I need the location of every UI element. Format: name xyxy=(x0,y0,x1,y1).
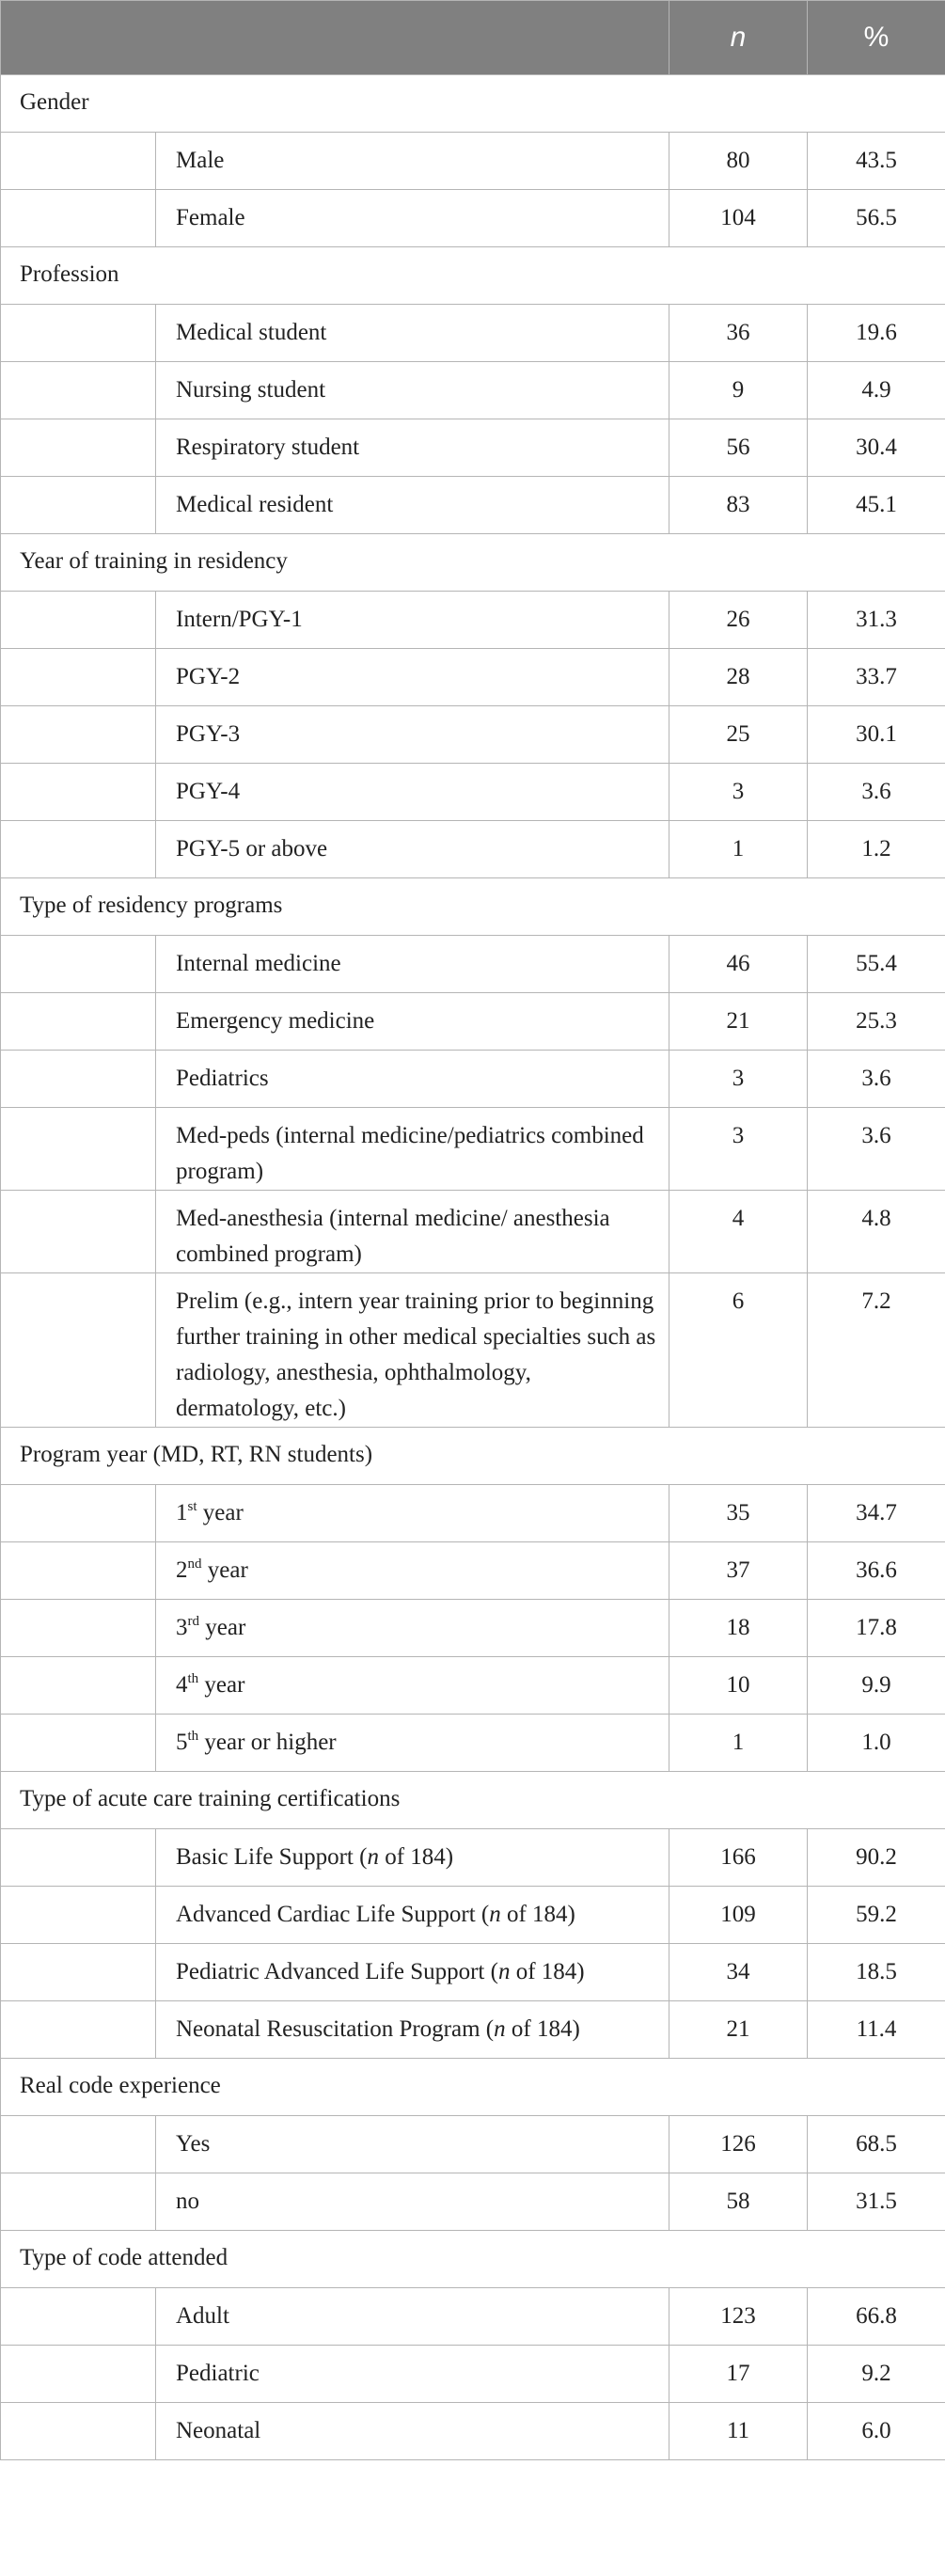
row-percent: 1.0 xyxy=(808,1715,945,1772)
row-n: 56 xyxy=(669,419,808,477)
row-percent: 33.7 xyxy=(808,649,945,706)
row-n: 34 xyxy=(669,1944,808,2001)
row-label xyxy=(156,1542,669,1600)
indent-cell xyxy=(1,1191,156,1273)
indent-cell xyxy=(1,1485,156,1542)
indent-cell xyxy=(1,2288,156,2346)
ordinal-text: year xyxy=(201,1557,248,1583)
row-percent: 3.6 xyxy=(808,764,945,821)
ordinal-number: 4 xyxy=(176,1672,188,1698)
header-n: n xyxy=(669,1,808,75)
row-percent: 19.6 xyxy=(808,305,945,362)
table-row xyxy=(1,2288,945,2346)
row-label: Adult xyxy=(156,2288,669,2346)
indent-cell xyxy=(1,2403,156,2460)
row-n: 3 xyxy=(669,1108,808,1191)
label-suffix: of 184) xyxy=(500,1902,575,1927)
indent-cell xyxy=(1,2001,156,2059)
label-text: Advanced Cardiac Life Support ( xyxy=(176,1902,490,1927)
table-row xyxy=(1,2346,945,2403)
label-text: Basic Life Support ( xyxy=(176,1844,368,1870)
section-title: Type of acute care training certifications xyxy=(1,1772,945,1829)
header-label-cell xyxy=(1,1,669,75)
row-n: 166 xyxy=(669,1829,808,1887)
row-n: 58 xyxy=(669,2173,808,2231)
header-row xyxy=(1,1,945,75)
table-row xyxy=(1,1108,945,1191)
table-row xyxy=(1,1715,945,1772)
row-percent: 3.6 xyxy=(808,1051,945,1108)
table-row xyxy=(1,1273,945,1428)
ordinal-number: 3 xyxy=(176,1615,188,1640)
table-row xyxy=(1,764,945,821)
section-row xyxy=(1,2231,945,2288)
label-suffix: of 184) xyxy=(505,2016,580,2042)
row-percent: 30.1 xyxy=(808,706,945,764)
row-percent: 36.6 xyxy=(808,1542,945,1600)
row-n: 109 xyxy=(669,1887,808,1944)
row-n: 126 xyxy=(669,2116,808,2173)
row-percent: 59.2 xyxy=(808,1887,945,1944)
indent-cell xyxy=(1,1944,156,2001)
section-row xyxy=(1,878,945,936)
indent-cell xyxy=(1,936,156,993)
row-percent: 31.3 xyxy=(808,592,945,649)
row-n: 1 xyxy=(669,1715,808,1772)
row-label: Medical student xyxy=(156,305,669,362)
row-percent: 25.3 xyxy=(808,993,945,1051)
ordinal-suffix: rd xyxy=(187,1614,199,1629)
row-percent: 55.4 xyxy=(808,936,945,993)
ordinal-number: 2 xyxy=(176,1557,188,1583)
section-row xyxy=(1,247,945,305)
table-row xyxy=(1,362,945,419)
row-n: 9 xyxy=(669,362,808,419)
table-row xyxy=(1,1657,945,1715)
indent-cell xyxy=(1,1108,156,1191)
ordinal-text: year xyxy=(199,1615,246,1640)
row-percent: 68.5 xyxy=(808,2116,945,2173)
row-percent: 30.4 xyxy=(808,419,945,477)
row-n: 28 xyxy=(669,649,808,706)
label-suffix: of 184) xyxy=(510,1959,585,1984)
row-percent: 3.6 xyxy=(808,1108,945,1191)
indent-cell xyxy=(1,2116,156,2173)
row-percent: 4.9 xyxy=(808,362,945,419)
ordinal-suffix: st xyxy=(187,1499,197,1514)
row-n: 17 xyxy=(669,2346,808,2403)
row-label xyxy=(156,1485,669,1542)
section-title: Real code experience xyxy=(1,2059,945,2116)
row-percent: 18.5 xyxy=(808,1944,945,2001)
indent-cell xyxy=(1,649,156,706)
indent-cell xyxy=(1,305,156,362)
row-label: Yes xyxy=(156,2116,669,2173)
section-title: Gender xyxy=(1,75,945,133)
row-label: no xyxy=(156,2173,669,2231)
table-row xyxy=(1,1191,945,1273)
row-label xyxy=(156,1944,669,2001)
row-label: Pediatric xyxy=(156,2346,669,2403)
row-percent: 17.8 xyxy=(808,1600,945,1657)
ordinal-suffix: nd xyxy=(187,1557,202,1572)
row-label: PGY-3 xyxy=(156,706,669,764)
row-n: 21 xyxy=(669,993,808,1051)
row-n: 10 xyxy=(669,1657,808,1715)
section-title: Type of residency programs xyxy=(1,878,945,936)
table-row xyxy=(1,2116,945,2173)
n-italic: n xyxy=(497,1959,511,1984)
table-row xyxy=(1,133,945,190)
row-label xyxy=(156,1887,669,1944)
table-row xyxy=(1,592,945,649)
table-row xyxy=(1,993,945,1051)
label-text: Neonatal Resuscitation Program ( xyxy=(176,2016,495,2042)
section-title: Program year (MD, RT, RN students) xyxy=(1,1428,945,1485)
ordinal-number: 5 xyxy=(176,1730,188,1755)
row-label: Internal medicine xyxy=(156,936,669,993)
row-label: Neonatal xyxy=(156,2403,669,2460)
ordinal-text: year xyxy=(197,1500,244,1525)
label-text: Pediatric Advanced Life Support ( xyxy=(176,1959,498,1984)
table-row xyxy=(1,821,945,878)
indent-cell xyxy=(1,1600,156,1657)
section-row xyxy=(1,534,945,592)
indent-cell xyxy=(1,1657,156,1715)
table-row xyxy=(1,190,945,247)
n-italic: n xyxy=(494,2016,506,2042)
row-percent: 7.2 xyxy=(808,1273,945,1428)
table-row xyxy=(1,1944,945,2001)
row-label: Med-anesthesia (internal medicine/ anesthesia combined program) xyxy=(156,1191,669,1273)
table-row xyxy=(1,706,945,764)
section-title: Year of training in residency xyxy=(1,534,945,592)
indent-cell xyxy=(1,190,156,247)
table-row xyxy=(1,1542,945,1600)
row-percent: 31.5 xyxy=(808,2173,945,2231)
indent-cell xyxy=(1,133,156,190)
section-title: Profession xyxy=(1,247,945,305)
n-italic: n xyxy=(367,1844,379,1870)
ordinal-suffix: th xyxy=(187,1671,199,1686)
row-label: Nursing student xyxy=(156,362,669,419)
row-label: Med-peds (internal medicine/pediatrics combined program) xyxy=(156,1108,669,1191)
indent-cell xyxy=(1,993,156,1051)
row-label: PGY-2 xyxy=(156,649,669,706)
indent-cell xyxy=(1,821,156,878)
indent-cell xyxy=(1,1051,156,1108)
indent-cell xyxy=(1,1542,156,1600)
label-suffix: of 184) xyxy=(378,1844,454,1870)
table-row xyxy=(1,2173,945,2231)
row-percent: 9.2 xyxy=(808,2346,945,2403)
row-percent: 1.2 xyxy=(808,821,945,878)
table-row xyxy=(1,1600,945,1657)
section-row xyxy=(1,1428,945,1485)
indent-cell xyxy=(1,1715,156,1772)
table-row xyxy=(1,305,945,362)
indent-cell xyxy=(1,362,156,419)
row-n: 83 xyxy=(669,477,808,534)
row-label: Female xyxy=(156,190,669,247)
row-percent: 11.4 xyxy=(808,2001,945,2059)
row-n: 21 xyxy=(669,2001,808,2059)
row-label: Emergency medicine xyxy=(156,993,669,1051)
indent-cell xyxy=(1,1887,156,1944)
table-row xyxy=(1,1887,945,1944)
table-row xyxy=(1,2403,945,2460)
indent-cell xyxy=(1,419,156,477)
indent-cell xyxy=(1,1273,156,1428)
row-percent: 9.9 xyxy=(808,1657,945,1715)
row-percent: 6.0 xyxy=(808,2403,945,2460)
ordinal-suffix: th xyxy=(187,1729,199,1744)
row-label xyxy=(156,1600,669,1657)
ordinal-number: 1 xyxy=(176,1500,188,1525)
row-n: 26 xyxy=(669,592,808,649)
section-row xyxy=(1,1772,945,1829)
ordinal-text: year or higher xyxy=(198,1730,337,1755)
row-n: 123 xyxy=(669,2288,808,2346)
row-n: 46 xyxy=(669,936,808,993)
row-label: Prelim (e.g., intern year training prior to beginning further training in other medical specialties such as radiology, anesthesia, ophthalmology, dermatology, etc.) xyxy=(156,1273,669,1428)
row-n: 18 xyxy=(669,1600,808,1657)
table-row xyxy=(1,419,945,477)
row-n: 25 xyxy=(669,706,808,764)
table-row xyxy=(1,1829,945,1887)
row-label xyxy=(156,2001,669,2059)
indent-cell xyxy=(1,477,156,534)
indent-cell xyxy=(1,2346,156,2403)
row-label: Male xyxy=(156,133,669,190)
table-row xyxy=(1,1051,945,1108)
row-label: Respiratory student xyxy=(156,419,669,477)
row-percent: 43.5 xyxy=(808,133,945,190)
indent-cell xyxy=(1,592,156,649)
row-percent: 34.7 xyxy=(808,1485,945,1542)
indent-cell xyxy=(1,1829,156,1887)
row-label xyxy=(156,1829,669,1887)
row-percent: 66.8 xyxy=(808,2288,945,2346)
ordinal-text: year xyxy=(198,1672,245,1698)
row-n: 80 xyxy=(669,133,808,190)
row-percent: 56.5 xyxy=(808,190,945,247)
row-n: 3 xyxy=(669,1051,808,1108)
row-label: Intern/PGY-1 xyxy=(156,592,669,649)
row-label: PGY-5 or above xyxy=(156,821,669,878)
row-label: PGY-4 xyxy=(156,764,669,821)
row-n: 11 xyxy=(669,2403,808,2460)
section-title: Type of code attended xyxy=(1,2231,945,2288)
indent-cell xyxy=(1,706,156,764)
row-label xyxy=(156,1715,669,1772)
row-n: 4 xyxy=(669,1191,808,1273)
header-percent: % xyxy=(808,1,945,75)
row-n: 35 xyxy=(669,1485,808,1542)
table-row xyxy=(1,2001,945,2059)
indent-cell xyxy=(1,2173,156,2231)
table-row xyxy=(1,477,945,534)
row-label: Pediatrics xyxy=(156,1051,669,1108)
table-row xyxy=(1,936,945,993)
row-label xyxy=(156,1657,669,1715)
row-n: 6 xyxy=(669,1273,808,1428)
row-n: 37 xyxy=(669,1542,808,1600)
n-italic: n xyxy=(489,1902,501,1927)
row-n: 3 xyxy=(669,764,808,821)
table-row xyxy=(1,649,945,706)
row-n: 36 xyxy=(669,305,808,362)
table-row xyxy=(1,1485,945,1542)
row-percent: 4.8 xyxy=(808,1191,945,1273)
row-n: 1 xyxy=(669,821,808,878)
section-row xyxy=(1,75,945,133)
section-row xyxy=(1,2059,945,2116)
indent-cell xyxy=(1,764,156,821)
row-percent: 90.2 xyxy=(808,1829,945,1887)
row-n: 104 xyxy=(669,190,808,247)
row-percent: 45.1 xyxy=(808,477,945,534)
row-label: Medical resident xyxy=(156,477,669,534)
